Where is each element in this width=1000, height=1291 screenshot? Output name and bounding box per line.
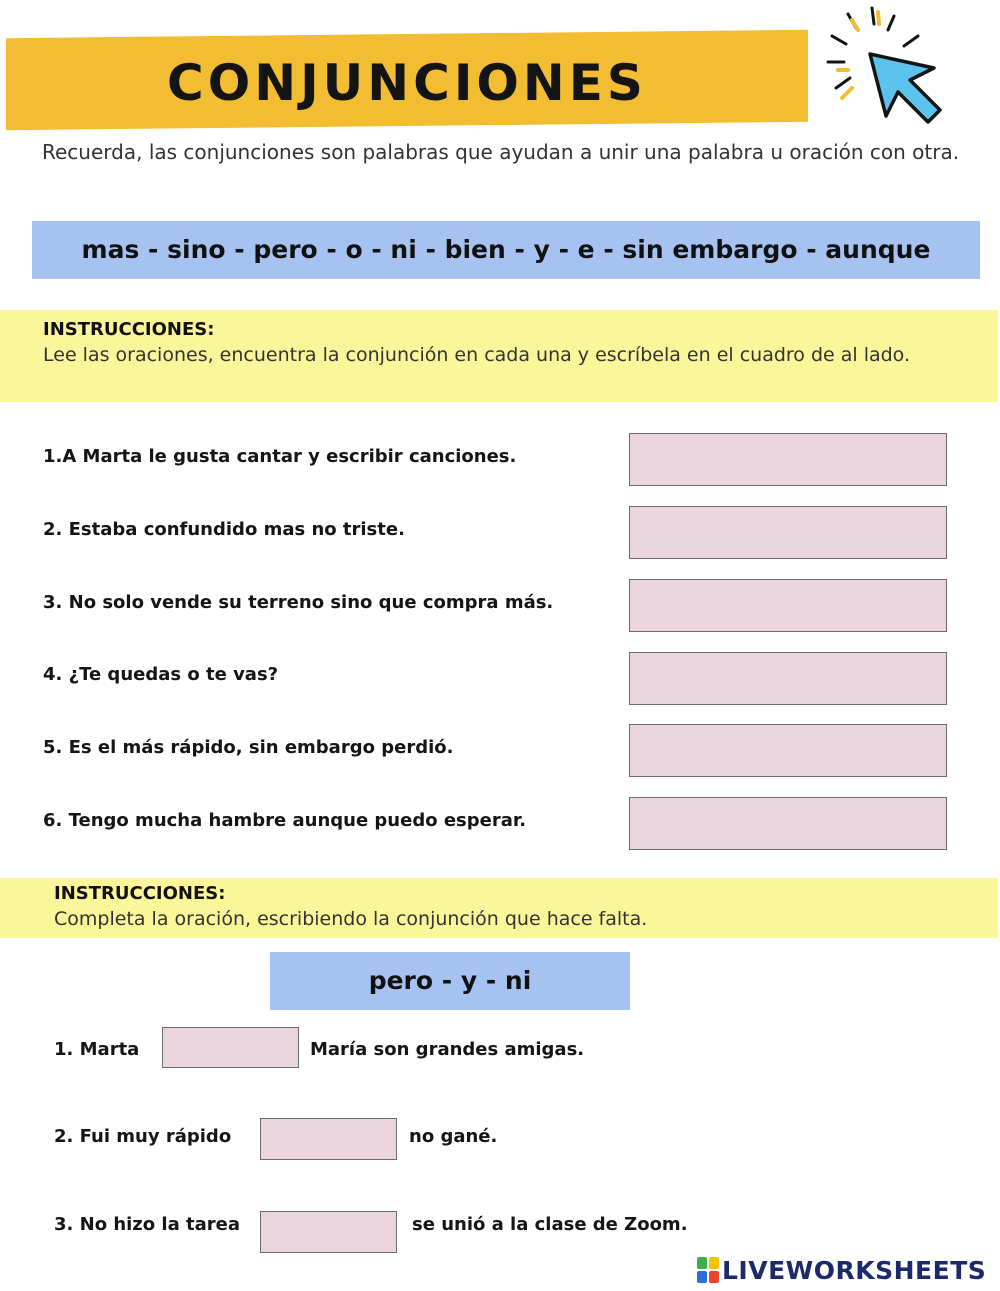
liveworksheets-logo — [697, 1254, 986, 1286]
word-bank: mas - sino - pero - o - ni - bien - y - e - sin embargo - aunque — [81, 235, 931, 264]
question-1: 1.A Marta le gusta cantar y escribir canciones. — [43, 446, 517, 467]
cursor-click-icon — [822, 6, 946, 130]
logo-text: LIVEWORKSHEETS — [722, 1255, 987, 1285]
question-6: 6. Tengo mucha hambre aunque puedo esperar. — [43, 810, 527, 831]
fill-box-1[interactable] — [162, 1027, 299, 1068]
logo-mark-icon — [697, 1257, 719, 1283]
sentence-3-start: 3. No hizo la tarea — [54, 1214, 240, 1235]
question-3: 3. No solo vende su terreno sino que compra más. — [43, 592, 554, 613]
answer-box-3[interactable] — [629, 579, 947, 632]
instructions-panel-2 — [0, 878, 998, 938]
answer-box-6[interactable] — [629, 797, 947, 850]
question-2: 2. Estaba confundido mas no triste. — [43, 519, 405, 540]
instructions-heading: INSTRUCCIONES: — [43, 319, 215, 340]
sentence-2-end: no gané. — [409, 1126, 498, 1147]
answer-box-1[interactable] — [629, 433, 947, 486]
sentence-1-end: María son grandes amigas. — [310, 1039, 585, 1060]
instructions-text: Lee las oraciones, encuentra la conjunción en cada una y escríbela en el cuadro de al lado. — [43, 344, 911, 366]
question-4: 4. ¿Te quedas o te vas? — [43, 664, 279, 685]
sentence-1-start: 1. Marta — [54, 1039, 140, 1060]
sentence-2-start: 2. Fui muy rápido — [54, 1126, 232, 1147]
instructions-panel — [0, 310, 998, 402]
sentence-3-end: se unió a la clase de Zoom. — [412, 1214, 688, 1235]
answer-box-2[interactable] — [629, 506, 947, 559]
instructions-text-2: Completa la oración, escribiendo la conjunción que hace falta. — [54, 908, 648, 930]
fill-box-2[interactable] — [260, 1118, 397, 1160]
answer-box-5[interactable] — [629, 724, 947, 777]
word-bank-2: pero - y - ni — [368, 966, 532, 995]
instructions-heading-2: INSTRUCCIONES: — [54, 883, 226, 904]
answer-box-4[interactable] — [629, 652, 947, 705]
fill-box-3[interactable] — [260, 1211, 397, 1253]
question-5: 5. Es el más rápido, sin embargo perdió. — [43, 737, 454, 758]
intro-text: Recuerda, las conjunciones son palabras que ayudan a unir una palabra u oración con otra. — [42, 140, 960, 164]
page-title: CONJUNCIONES — [167, 54, 647, 112]
